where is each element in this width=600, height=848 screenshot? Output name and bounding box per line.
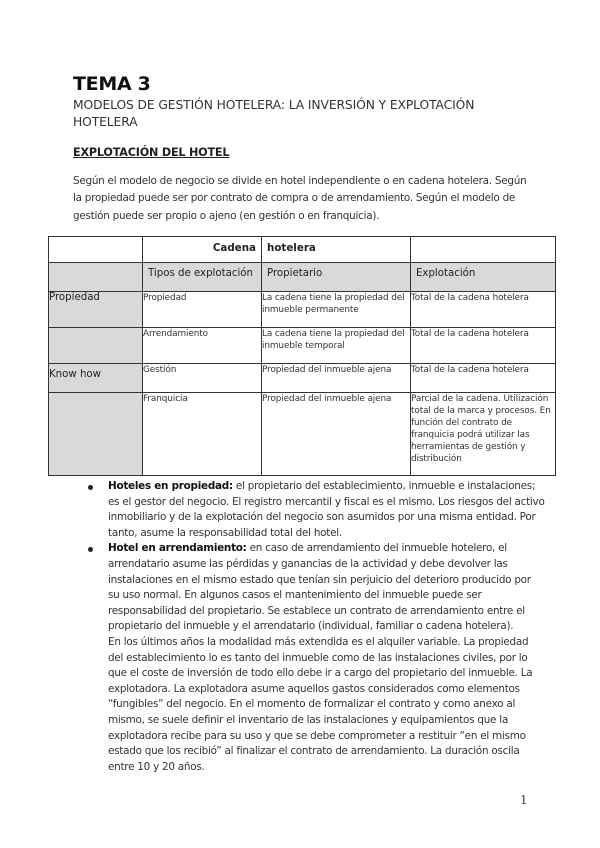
bullet-continuation: En los últimos años la modalidad más extendida es el alquiler variable. La propiedad del establecimiento lo es tanto del inmueble como de las instalaciones civiles, por lo que el coste de inversión de todo ello debe ir a cargo del propietario del inmueble. La explotadora. La explotadora asume aquellos gastos considerados como elementos “fungibles” del negocio. En el momento de formalizar el contrato y como anexo al mismo, se suele definir el inventario de las instalaciones y equipamientos que la explotadora recibe para su uso y que se debe comprometer a restituir “en el mismo estado que los recibió” al finalizar el contrato de arrendamiento. La duración oscila entre 10 y 20 años.	[108, 635, 533, 773]
bullet-list	[85, 479, 545, 775]
row-explotacion: Total de la cadena hotelera	[411, 364, 556, 393]
row-tipo: Gestión	[143, 364, 262, 393]
table-title-cell-left	[143, 237, 262, 263]
bullet-text: en caso de arrendamiento del inmueble hotelero, el arrendatario asume las pérdidas y ganancias de la actividad y debe devolver las instalaciones en el mismo estado que tenían sin perjuicio del deterioro producido por su uso normal. En algunos casos el mantenimiento del inmueble puede ser responsabilidad del propietario. Se establece un contrato de arrendamiento entre el propietario del inmueble y el arrendatario (individual, familiar o cadena hotelera).	[108, 542, 531, 633]
page-number: 1	[520, 793, 528, 807]
table-row	[49, 364, 556, 393]
bullet-icon	[88, 547, 93, 552]
table-header-cell: Propietario	[262, 263, 411, 292]
row-explotacion: Total de la cadena hotelera	[411, 292, 556, 328]
table-row	[49, 292, 556, 328]
exploitation-table	[48, 236, 556, 476]
table-title-right: hotelera	[267, 242, 316, 254]
bullet-term: Hotel en arrendamiento:	[108, 542, 247, 555]
intro-paragraph: Según el modelo de negocio se divide en hotel independiente o en cadena hotelera. Según la propiedad puede ser por contrato de compra o de arrendamiento. Según el modelo de gestión puede ser propio o ajeno (en gestión o en franquicia).	[73, 175, 527, 222]
bullet-term: Hoteles en propiedad:	[108, 480, 233, 492]
bullet-icon	[88, 485, 93, 490]
document-title: TEMA 3	[73, 73, 151, 95]
table-title-row	[49, 237, 556, 263]
bullet-item	[85, 541, 545, 775]
bullet-paragraph	[108, 541, 545, 635]
bullet-item	[85, 479, 545, 541]
row-propietario: La cadena tiene la propiedad del inmueble permanente	[262, 292, 411, 328]
row-propietario: La cadena tiene la propiedad del inmueble temporal	[262, 328, 411, 364]
table-header-row	[49, 263, 556, 292]
row-explotacion: Parcial de la cadena. Utilización total de la marca y procesos. En función del contrato de franquicia podrá utilizar las herramientas de gestión y distribución	[411, 393, 556, 476]
table-header-cell: Tipos de explotación	[143, 263, 262, 292]
row-tipo: Arrendamiento	[143, 328, 262, 364]
document-subtitle: MODELOS DE GESTIÓN HOTELERA: LA INVERSIÓN Y EXPLOTACIÓN HOTELERA	[73, 98, 475, 129]
table-title-empty-cell	[49, 237, 143, 263]
bullet-text: el propietario del establecimiento, inmueble e instalaciones; es el gestor del negocio. El registro mercantil y fiscal es el mismo. Los riesgos del activo inmobiliario y de la explotación del negocio son asumidos por una misma entidad. Por tanto, asume la responsabilidad total del hotel.	[108, 480, 545, 539]
row-explotacion: Total de la cadena hotelera	[411, 328, 556, 364]
row-propietario: Propiedad del inmueble ajena	[262, 364, 411, 393]
table-row	[49, 393, 556, 476]
table-title-empty-cell	[411, 237, 556, 263]
bullet-paragraph	[108, 479, 545, 541]
row-group-label: Know how	[49, 364, 143, 393]
table-title-left: Cadena	[212, 242, 256, 254]
table-header-cell: Explotación	[411, 263, 556, 292]
row-group-label	[49, 328, 143, 364]
row-group-label: Propiedad	[49, 292, 143, 328]
row-tipo: Franquicia	[143, 393, 262, 476]
table-title-cell-right	[262, 237, 411, 263]
row-propietario: Propiedad del inmueble ajena	[262, 393, 411, 476]
table-header-cell	[49, 263, 143, 292]
row-group-label	[49, 393, 143, 476]
section-heading: EXPLOTACIÓN DEL HOTEL	[73, 146, 230, 159]
table-row	[49, 328, 556, 364]
row-tipo: Propiedad	[143, 292, 262, 328]
